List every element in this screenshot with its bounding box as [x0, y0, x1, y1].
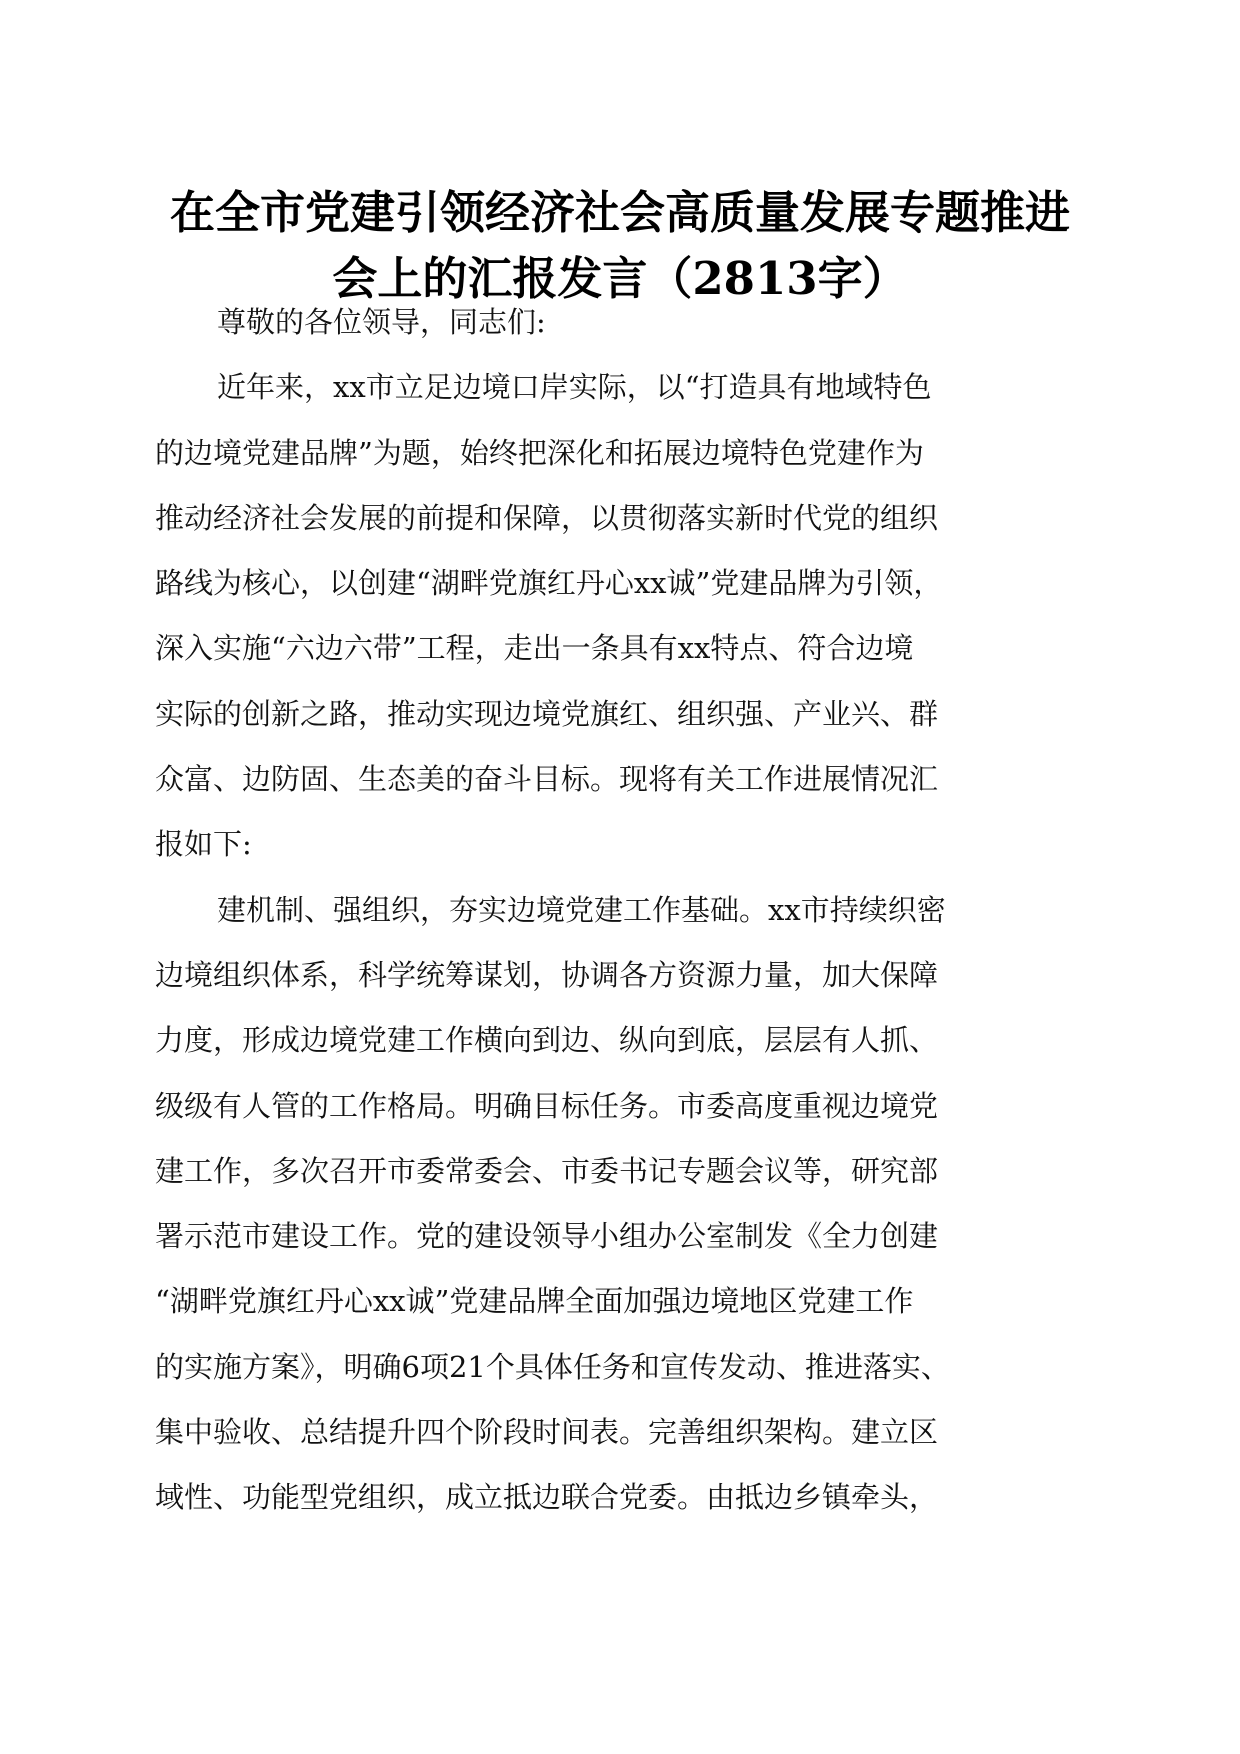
paragraph-2: [155, 878, 1100, 1531]
paragraph-line: 众富、边防固、生态美的奋斗目标。现将有关工作进展情况汇: [155, 762, 939, 797]
paragraph-line: 集中验收、总结提升四个阶段时间表。完善组织架构。建立区: [155, 1415, 939, 1450]
paragraph-line: 路线为核心，以创建“湖畔党旗红丹心xx诚”党建品牌为引领，: [155, 566, 943, 601]
paragraph-line: 署示范市建设工作。党的建设领导小组办公室制发《全力创建: [155, 1219, 939, 1254]
paragraph-line: 近年来，xx市立足边境口岸实际，以“打造具有地域特色: [217, 370, 932, 405]
paragraph-line: 边境组织体系，科学统筹谋划，协调各方资源力量，加大保障: [155, 957, 939, 992]
paragraph-line: 域性、功能型党组织，成立抵边联合党委。由抵边乡镇牵头，: [155, 1480, 939, 1515]
paragraph-line: “湖畔党旗红丹心xx诚”党建品牌全面加强边境地区党建工作: [155, 1284, 914, 1319]
paragraph-line: 深入实施“六边六带”工程，走出一条具有xx特点、符合边境: [155, 631, 914, 666]
salutation: 尊敬的各位领导，同志们:: [217, 305, 546, 339]
paragraph-line: 的边境党建品牌”为题，始终把深化和拓展边境特色党建作为: [155, 435, 924, 470]
paragraph-line: 实际的创新之路，推动实现边境党旗红、组织强、产业兴、群: [155, 696, 939, 731]
paragraph-line: 报如下:: [155, 827, 252, 862]
paragraph-line: 力度，形成边境党建工作横向到边、纵向到底，层层有人抓、: [155, 1023, 939, 1058]
title-line-2: 会上的汇报发言（2813字）: [332, 252, 908, 305]
paragraph-line: 建工作，多次召开市委常委会、市委书记专题会议等，研究部: [155, 1153, 939, 1188]
paragraph-line: 级级有人管的工作格局。明确目标任务。市委高度重视边境党: [155, 1088, 939, 1123]
document-body: [155, 290, 1100, 1531]
paragraph-line: 推动经济社会发展的前提和保障，以贯彻落实新时代党的组织: [155, 500, 939, 535]
paragraph-1: [155, 355, 1100, 877]
title-line-1: 在全市党建引领经济社会高质量发展专题推进: [169, 186, 1070, 239]
paragraph-line: 建机制、强组织，夯实边境党建工作基础。xx市持续织密: [217, 892, 946, 927]
paragraph-line: 的实施方案》，明确6项21个具体任务和宣传发动、推进落实、: [155, 1349, 950, 1384]
